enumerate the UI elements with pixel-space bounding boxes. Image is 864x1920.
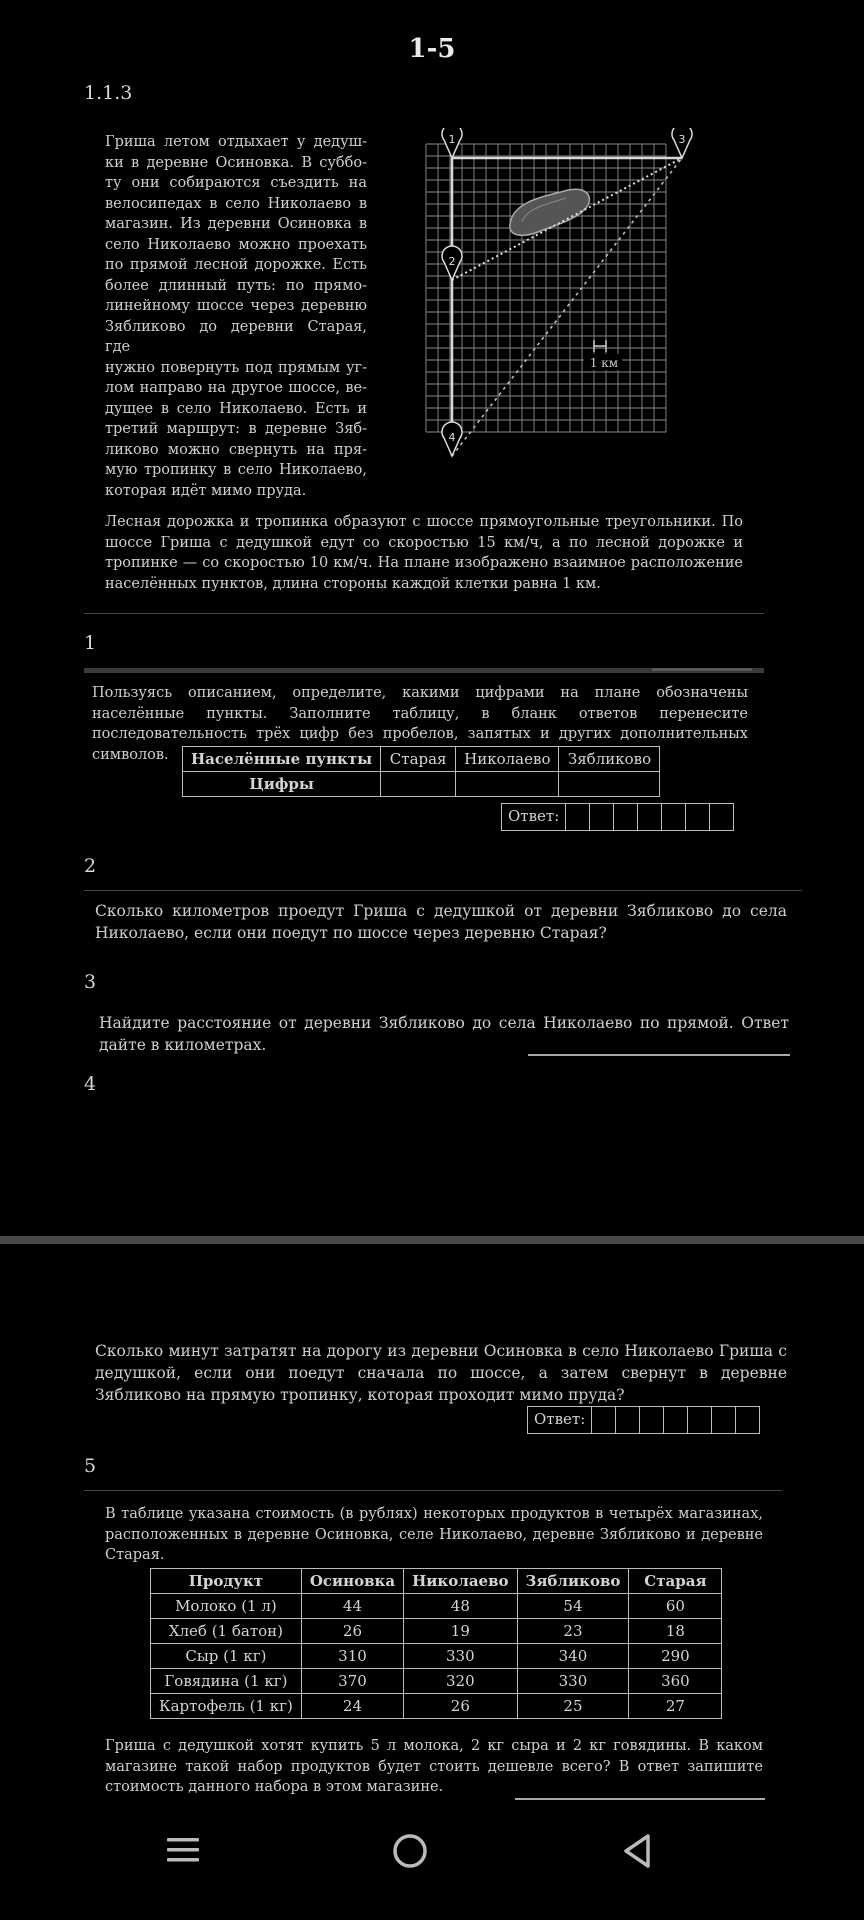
q5-table-header: Николаево xyxy=(404,1569,517,1594)
q5-table-header: Старая xyxy=(629,1569,722,1594)
menu-icon[interactable] xyxy=(165,1832,201,1872)
scale-label: 1 км xyxy=(589,356,619,370)
q2-text: Сколько километров проедут Гриша с дедушкой от деревни Зябликово до села Николаево, если они поедут по шоссе через деревню Старая? xyxy=(95,902,787,942)
question-number-3: 3 xyxy=(84,971,97,993)
q1-text: Пользуясь описанием, определите, какими цифрами на плане обозначены населённые пункты. Заполните таблицу, в бланк ответов перенесите последовательность трёх цифр без пробелов, запятых и других дополнительных символов. xyxy=(92,685,748,763)
q4-answer-box[interactable] xyxy=(527,1406,760,1434)
product-name: Картофель (1 кг) xyxy=(151,1694,302,1719)
intro-bottom-text: Лесная дорожка и тропинка образуют с шоссе прямоугольные треугольники. По шоссе Гриша с дедушкой едут со скоростью 15 км/ч, а по лесной дорожке и тропинке — со скоростью 10 км/ч. На плане изображено взаимное расположение населённых пунктов, длина стороны каждой клетки равна 1 км. xyxy=(105,514,743,592)
back-icon[interactable] xyxy=(620,1832,654,1874)
svg-text:1: 1 xyxy=(448,133,456,146)
q1-header-bar xyxy=(84,668,764,673)
price-cell: 60 xyxy=(629,1594,722,1619)
product-name: Сыр (1 кг) xyxy=(151,1644,302,1669)
answer-label: Ответ: xyxy=(502,804,566,830)
q5-text: В таблице указана стоимость (в рублях) некоторых продуктов в четырёх магазинах, расположенных в деревне Осиновка, селе Николаево, деревне Зябликово и деревне Старая. xyxy=(105,1506,763,1563)
price-cell: 370 xyxy=(301,1669,403,1694)
question-number-2: 2 xyxy=(84,855,97,877)
q1-table-header: Старая xyxy=(381,747,456,772)
intro-line: третий маршрут: в деревне Зяб- xyxy=(105,421,367,437)
price-cell: 320 xyxy=(404,1669,517,1694)
question-number-5: 5 xyxy=(84,1455,97,1477)
q3-text: Найдите расстояние от деревни Зябликово до села Николаево по прямой. Ответ дайте в километрах. xyxy=(99,1014,789,1054)
price-cell: 23 xyxy=(517,1619,629,1644)
q5-table-header: Продукт xyxy=(151,1569,302,1594)
intro-line: более длинный путь: по прямо- xyxy=(105,277,367,294)
intro-text xyxy=(105,132,367,501)
price-cell: 340 xyxy=(517,1644,629,1669)
intro-line: лом направо на другое шоссе, ве- xyxy=(105,380,367,396)
price-cell: 19 xyxy=(404,1619,517,1644)
price-cell: 330 xyxy=(517,1669,629,1694)
point-2 xyxy=(442,246,462,280)
home-icon[interactable] xyxy=(391,1832,429,1874)
intro-line: которая идёт мимо пруда. xyxy=(105,482,307,499)
question-number-4: 4 xyxy=(84,1073,97,1095)
point-1 xyxy=(442,128,462,158)
q1-table-header: Николаево xyxy=(456,747,559,772)
intro-line: магазин. Из деревни Осиновка в xyxy=(105,216,367,232)
q5-price-table xyxy=(150,1568,722,1719)
svg-text:2: 2 xyxy=(448,255,456,268)
q1-table-header: Населённые пункты xyxy=(183,747,381,772)
point-4 xyxy=(442,422,462,456)
intro-line: по прямой лесной дорожке. Есть xyxy=(105,257,367,273)
q1-answer-box[interactable] xyxy=(501,803,734,831)
divider xyxy=(84,613,764,614)
table-row xyxy=(151,1619,722,1644)
q1-input-cell[interactable] xyxy=(381,772,456,797)
price-cell: 24 xyxy=(301,1694,403,1719)
price-cell: 26 xyxy=(301,1619,403,1644)
price-cell: 27 xyxy=(629,1694,722,1719)
map-grid xyxy=(426,144,666,432)
intro-line: линейному шоссе через деревню xyxy=(105,298,367,314)
intro-line: ликово можно свернуть на пря- xyxy=(105,441,367,458)
price-cell: 26 xyxy=(404,1694,517,1719)
table-row xyxy=(151,1594,722,1619)
q3-answer-line[interactable] xyxy=(528,1054,790,1056)
svg-text:4: 4 xyxy=(448,431,456,444)
intro-line: Зябликово до деревни Старая, где xyxy=(105,318,367,355)
section-number: 1.1.3 xyxy=(84,82,133,104)
table-row xyxy=(151,1694,722,1719)
intro-line: ту они собираются съездить на xyxy=(105,175,367,191)
q5-table-header: Осиновка xyxy=(301,1569,403,1594)
svg-text:3: 3 xyxy=(678,133,686,146)
forest-path xyxy=(452,158,682,280)
q1-input-cell[interactable] xyxy=(456,772,559,797)
price-cell: 330 xyxy=(404,1644,517,1669)
price-cell: 48 xyxy=(404,1594,517,1619)
price-cell: 290 xyxy=(629,1644,722,1669)
price-cell: 44 xyxy=(301,1594,403,1619)
product-name: Молоко (1 л) xyxy=(151,1594,302,1619)
product-name: Говядина (1 кг) xyxy=(151,1669,302,1694)
price-cell: 25 xyxy=(517,1694,629,1719)
price-cell: 360 xyxy=(629,1669,722,1694)
product-name: Хлеб (1 батон) xyxy=(151,1619,302,1644)
intro-line: дущее в село Николаево. Есть и xyxy=(105,400,367,417)
divider xyxy=(84,1490,782,1491)
page-title: 1-5 xyxy=(408,34,456,64)
q5-text-2: Гриша с дедушкой хотят купить 5 л молока, 2 кг сыра и 2 кг говядины. В каком магазине такой набор продуктов будет стоить дешевле всего? В ответ запишите стоимость данного набора в этом магазине. xyxy=(105,1738,763,1795)
price-cell: 54 xyxy=(517,1594,629,1619)
q1-table-header: Зябликово xyxy=(559,747,660,772)
q4-text: Сколько минут затратят на дорогу из деревни Осиновка в село Николаево Гриша с дедушкой, если они поедут сначала по шоссе, а затем свернут в деревне Зябликово на прямую тропинку, которая проходит мимо пруда? xyxy=(95,1342,787,1404)
intro-line: Гриша летом отдыхает у дедуш- xyxy=(105,134,367,150)
q1-table xyxy=(182,746,660,797)
question-number-1: 1 xyxy=(84,632,97,654)
map-plan xyxy=(418,128,718,502)
table-row xyxy=(151,1669,722,1694)
point-3 xyxy=(672,128,692,158)
q5-answer-line[interactable] xyxy=(515,1798,765,1800)
q5-table-header: Зябликово xyxy=(517,1569,629,1594)
divider xyxy=(84,890,802,891)
intro-line: ки в деревне Осиновка. В суббо- xyxy=(105,154,367,171)
q1-table-row-label: Цифры xyxy=(183,772,381,797)
table-row xyxy=(151,1644,722,1669)
intro-line: мую тропинку в село Николаево, xyxy=(105,462,367,478)
page-break xyxy=(0,1236,864,1244)
intro-line: село Николаево можно проехать xyxy=(105,236,367,253)
price-cell: 310 xyxy=(301,1644,403,1669)
intro-line: велосипедах в село Николаево в xyxy=(105,195,367,212)
answer-label: Ответ: xyxy=(528,1407,592,1433)
intro-line: нужно повернуть под прямым уг- xyxy=(105,359,367,376)
q1-input-cell[interactable] xyxy=(559,772,660,797)
price-cell: 18 xyxy=(629,1619,722,1644)
